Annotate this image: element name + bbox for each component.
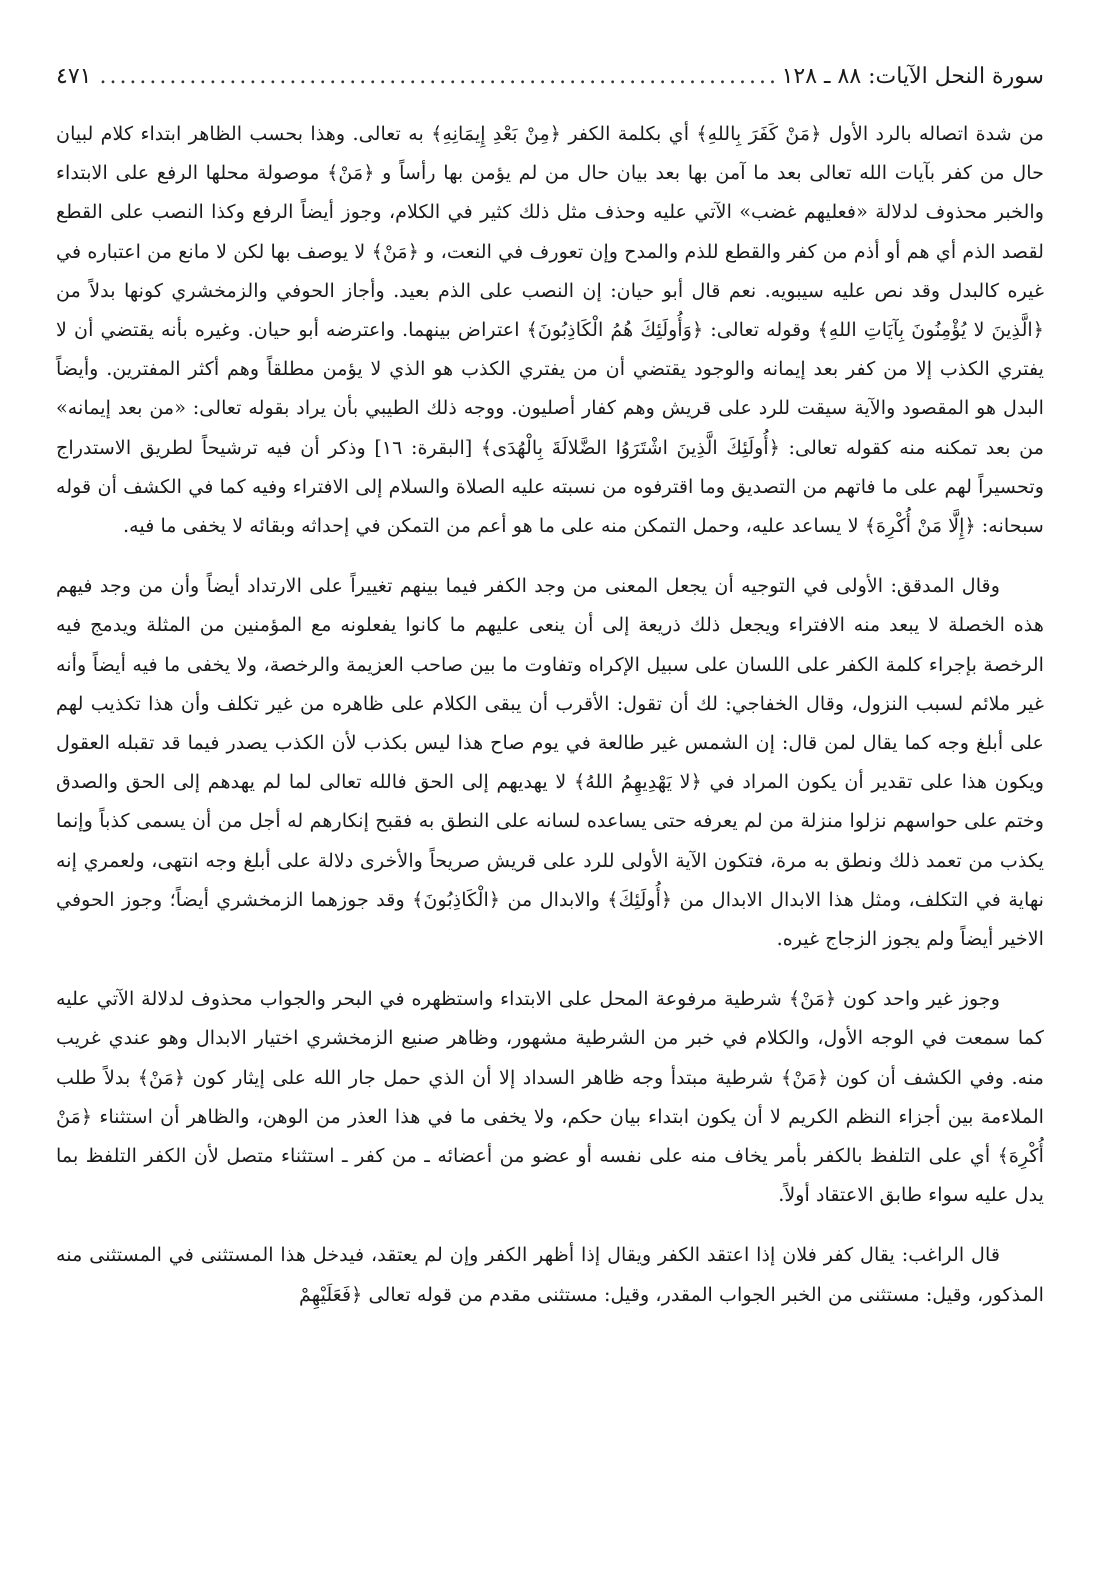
page-header [56, 62, 1044, 92]
paragraph: وجوز غير واحد كون ﴿مَنْ﴾ شرطية مرفوعة المحل على الابتداء واستظهره في البحر والجواب محذوف لدلالة الآتي عليه كما سمعت في الوجه الأول، والكلام في خبر من الشرطية مشهور، وظاهر صنيع الزمخشري اختيار الابدال وهو عندي غريب منه. وفي الكشف أن كون ﴿مَنْ﴾ شرطية مبتدأ وجه ظاهر السداد إلا أن الذي حمل جار الله على إيثار كون ﴿مَنْ﴾ بدلاً طلب الملاءمة بين أجزاء النظم الكريم لا أن يكون ابتداء بيان حكم، ولا يخفى ما في هذا العذر من الوهن، والظاهر أن استثناء ﴿مَنْ أُكْرِهَ﴾ أي على التلفظ بالكفر بأمر يخاف منه على نفسه أو عضو من أعضائه ـ من كفر ـ استثناء متصل لأن الكفر التلفظ بما يدل عليه سواء طابق الاعتقاد أولاً. [56, 987, 1044, 1207]
page-body [56, 114, 1044, 1314]
page-number: ٤٧١ [56, 64, 92, 89]
running-title: سورة النحل الآيات: ٨٨ ـ ١٢٨ [781, 64, 1044, 89]
dot-leader [99, 62, 773, 92]
paragraph: وقال المدقق: الأولى في التوجيه أن يجعل المعنى من وجد الكفر فيما بينهم تغييراً على الارتداد أيضاً وأن من وجد فيهم هذه الخصلة لا يبعد منه الافتراء ويجعل ذلك ذريعة إلى أن ينعى عليهم ما كانوا يفعلونه مع المؤمنين من المثلة ويدمج فيه الرخصة بإجراء كلمة الكفر على اللسان على سبيل الإكراه وتفاوت ما بين صاحب العزيمة والرخصة، ولا يخفى ما فيه أيضاً وأنه غير ملائم لسبب النزول، وقال الخفاجي: لك أن تقول: الأقرب أن يبقى الكلام على ظاهره من غير تكلف وأن هذا تكذيب لهم على أبلغ وجه كما يقال لمن قال: إن الشمس غير طالعة في يوم صاح هذا ليس بكذب لأن الكذب يصدر فيما قد تقبله العقول ويكون هذا على تقدير أن يكون المراد في ﴿لا يَهْدِيهِمُ اللهُ﴾ لا يهديهم إلى الحق فالله تعالى لما لم يهدهم إلى الحق والصدق وختم على حواسهم نزلوا منزلة من لم يعرفه حتى يساعده لسانه على النطق به فقبح إنكارهم له أجل من أن يسمى كذباً وإنما يكذب من تعمد ذلك ونطق به مرة، فتكون الآية الأولى للرد على قريش صريحاً والأخرى دلالة على أبلغ وجه انتهى، ولعمري إنه نهاية في التكلف، ومثل هذا الابدال الابدال من ﴿أُولَئِكَ﴾ والابدال من ﴿الْكَاذِبُونَ﴾ وقد جوزهما الزمخشري أيضاً؛ وجوز الحوفي الاخير أيضاً ولم يجوز الزجاج غيره. [56, 574, 1044, 951]
paragraph: من شدة اتصاله بالرد الأول ﴿مَنْ كَفَرَ بِاللهِ﴾ أي بكلمة الكفر ﴿مِنْ بَعْدِ إِيمَانِهِ﴾ به تعالى. وهذا بحسب الظاهر ابتداء كلام لبيان حال من كفر بآيات الله تعالى بعد ما آمن بها بعد بيان حال من لم يؤمن بها رأساً و ﴿مَنْ﴾ موصولة محلها الرفع على الابتداء والخبر محذوف لدلالة «فعليهم غضب» الآتي عليه وحذف مثل ذلك كثير في الكلام، وجوز أيضاً الرفع وكذا النصب على القطع لقصد الذم أي هم أو أذم من كفر والقطع للذم والمدح وإن تعورف في النعت، و ﴿مَنْ﴾ لا يوصف بها لكن لا مانع من اعتباره في غيره كالبدل وقد نص عليه سيبويه. نعم قال أبو حيان: إن النصب على الذم بعيد. وأجاز الحوفي والزمخشري كونها بدلاً من ﴿الَّذِينَ لا يُؤْمِنُونَ بِآيَاتِ اللهِ﴾ وقوله تعالى: ﴿وَأُولَئِكَ هُمُ الْكَاذِبُونَ﴾ اعتراض بينهما. واعترضه أبو حيان. وغيره بأنه يقتضي أن لا يفتري الكذب إلا من كفر بعد إيمانه والوجود يقتضي أن من يفتري الكذب هو الذي لا يؤمن مطلقاً وهم أكثر المفترين. وأيضاً البدل هو المقصود والآية سيقت للرد على قريش وهم كفار أصليون. ووجه ذلك الطيبي بأن يراد بقوله تعالى: «من بعد إيمانه» من بعد تمكنه منه كقوله تعالى: ﴿أُولَئِكَ الَّذِينَ اشْتَرَوُا الضَّلالَةَ بِالْهُدَى﴾ [البقرة: ١٦] وذكر أن فيه ترشيحاً لطريق الاستدراج وتحسيراً لهم على ما فاتهم من التصديق وما اقترفوه من نسبته عليه الصلاة والسلام إلى الافتراء وفيه كما في الكشف أن قوله سبحانه: ﴿إِلَّا مَنْ أُكْرِهَ﴾ لا يساعد عليه، وحمل التمكن منه على ما هو أعم من التمكن في إحداثه وبقائه لا يخفى ما فيه. [56, 122, 1044, 538]
paragraph: قال الراغب: يقال كفر فلان إذا اعتقد الكفر ويقال إذا أظهر الكفر وإن لم يعتقد، فيدخل هذا المستثنى في المستثنى منه المذكور، وقيل: مستثنى من الخبر الجواب المقدر، وقيل: مستثنى مقدم من قوله تعالى ﴿فَعَلَيْهِمْ [56, 1243, 1044, 1306]
